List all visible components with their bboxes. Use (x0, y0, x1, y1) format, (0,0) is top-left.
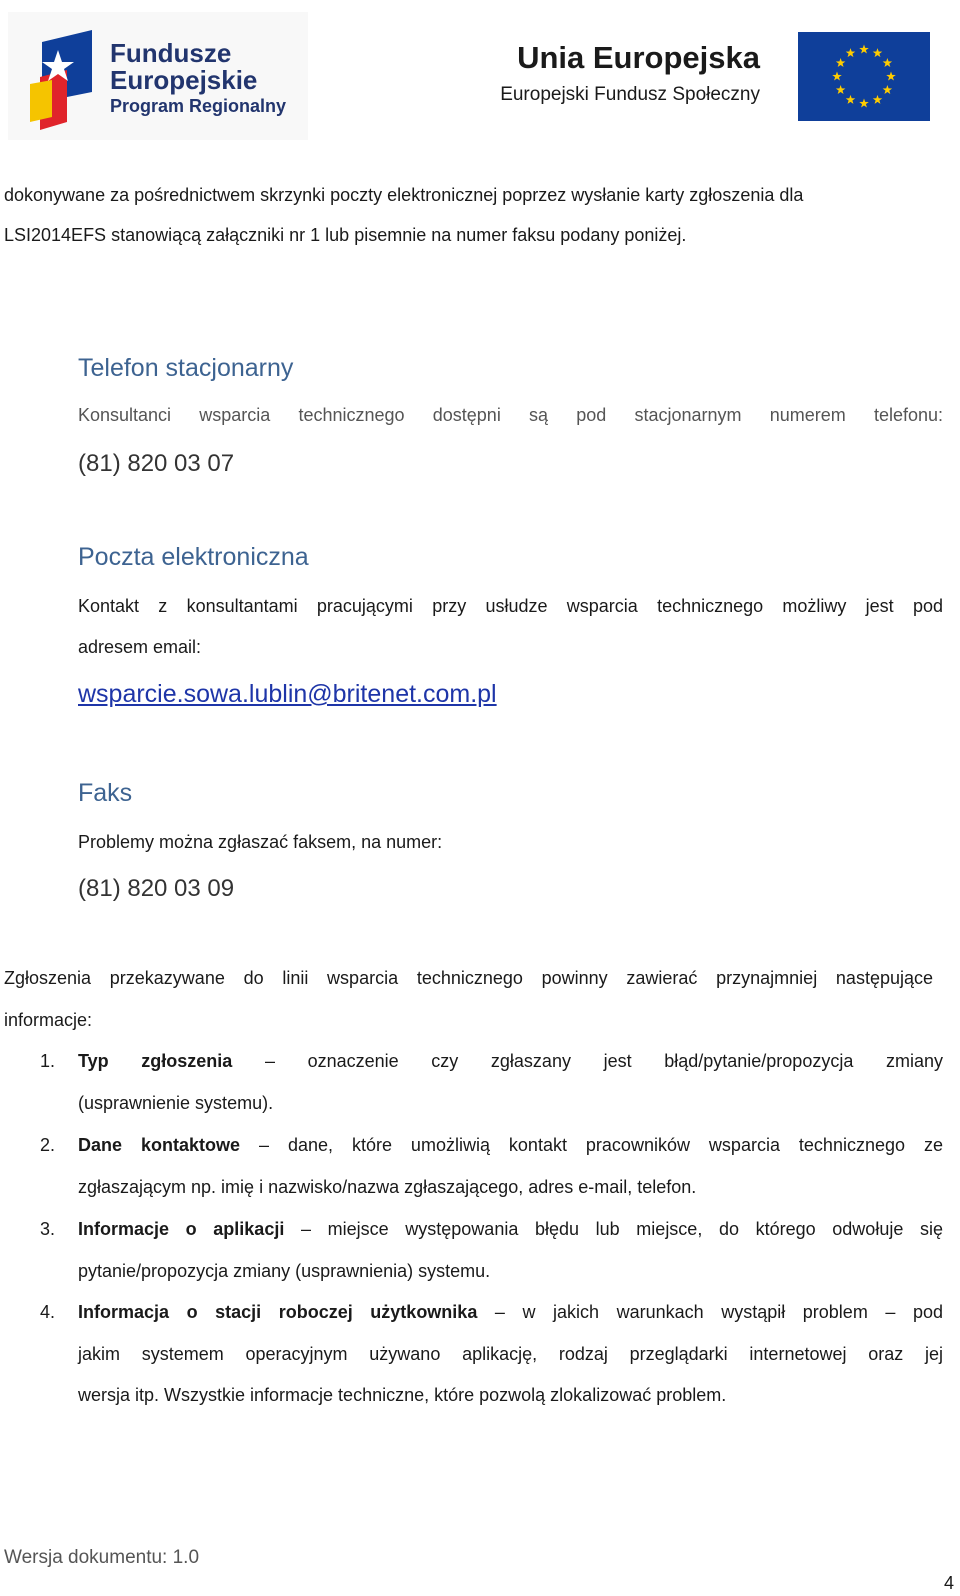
ue-logo-subtitle: Europejski Fundusz Społeczny (500, 84, 760, 105)
fax-heading: Faks (78, 779, 133, 807)
list-item-1-bold: Typ zgłoszenia (78, 1051, 233, 1071)
phone-number: (81) 820 03 07 (78, 450, 235, 477)
fax-text: Problemy można zgłaszać faksem, na numer: (78, 832, 443, 852)
list-item-4-number: 4. (40, 1302, 56, 1322)
fe-logo-line1: Fundusze (110, 38, 232, 68)
list-item-1-rest: – oznaczenie czy zgłaszany jest błąd/pytanie/propozycja zmiany (264, 1051, 943, 1071)
fe-logo-line3: Program Regionalny (110, 96, 287, 117)
list-item-3-line-1 (78, 1219, 943, 1240)
list-item-4-rest: – w jakich warunkach wystąpił problem – pod (494, 1302, 943, 1322)
requirements-intro-line-1: Zgłoszenia przekazywane do linii wsparcia technicznego powinny zawierać przynajmniej następujące (4, 968, 933, 988)
list-item-4-line-3: wersja itp. Wszystkie informacje techniczne, które pozwolą zlokalizować problem. (78, 1385, 727, 1405)
page-number: 4 (944, 1573, 955, 1593)
list-item-1-number: 1. (40, 1051, 56, 1071)
list-item-4-bold: Informacja o stacji roboczej użytkownika (78, 1302, 478, 1322)
list-item-2-number: 2. (40, 1135, 56, 1155)
fe-logo-line2: Europejskie (110, 64, 258, 95)
phone-heading: Telefon stacjonarny (78, 354, 294, 382)
phone-text: Konsultanci wsparcia technicznego dostępni są pod stacjonarnym numerem telefonu: (78, 405, 943, 425)
list-item-2-line-2: zgłaszającym np. imię i nazwisko/nazwa zgłaszającego, adres e-mail, telefon. (78, 1177, 697, 1197)
support-email-link[interactable]: wsparcie.sowa.lublin@britenet.com.pl (78, 680, 497, 708)
list-item-2-bold: Dane kontaktowe (78, 1135, 240, 1155)
intro-line-1: dokonywane za pośrednictwem skrzynki poczty elektronicznej poprzez wysłanie karty zgłoszenia dla (4, 185, 804, 205)
list-item-4-line-1 (78, 1302, 943, 1323)
email-heading: Poczta elektroniczna (78, 543, 309, 571)
email-text-line-2: adresem email: (78, 637, 202, 657)
eu-flag-icon (798, 32, 930, 121)
list-item-2-line-1 (78, 1135, 943, 1156)
fe-flag-icon (22, 22, 110, 132)
fundusze-europejskie-logo (8, 12, 308, 140)
intro-line-2: LSI2014EFS stanowiącą załączniki nr 1 lub pisemnie na numer faksu podany poniżej. (4, 225, 687, 245)
requirements-intro-line-2: informacje: (4, 1010, 93, 1030)
document-version: Wersja dokumentu: 1.0 (4, 1547, 200, 1568)
fe-logo-text (110, 40, 286, 115)
ue-logo-title: Unia Europejska (517, 40, 760, 75)
email-text-line-1: Kontakt z konsultantami pracującymi przy usłudze wsparcia technicznego możliwy jest pod (78, 596, 943, 616)
fax-number: (81) 820 03 09 (78, 875, 235, 902)
list-item-4-line-2: jakim systemem operacyjnym używano aplikację, rodzaj przeglądarki internetowej oraz jej (78, 1344, 943, 1364)
list-item-3-rest: – miejsce występowania błędu lub miejsce, do którego odwołuje się (300, 1219, 943, 1239)
list-item-2-rest: – dane, które umożliwią kontakt pracowników wsparcia technicznego ze (258, 1135, 943, 1155)
list-item-1-line-1 (78, 1051, 943, 1072)
list-item-3-line-2: pytanie/propozycja zmiany (usprawnienia) systemu. (78, 1261, 491, 1281)
list-item-3-number: 3. (40, 1219, 56, 1239)
list-item-1-line-2: (usprawnienie systemu). (78, 1093, 274, 1113)
list-item-3-bold: Informacje o aplikacji (78, 1219, 285, 1239)
